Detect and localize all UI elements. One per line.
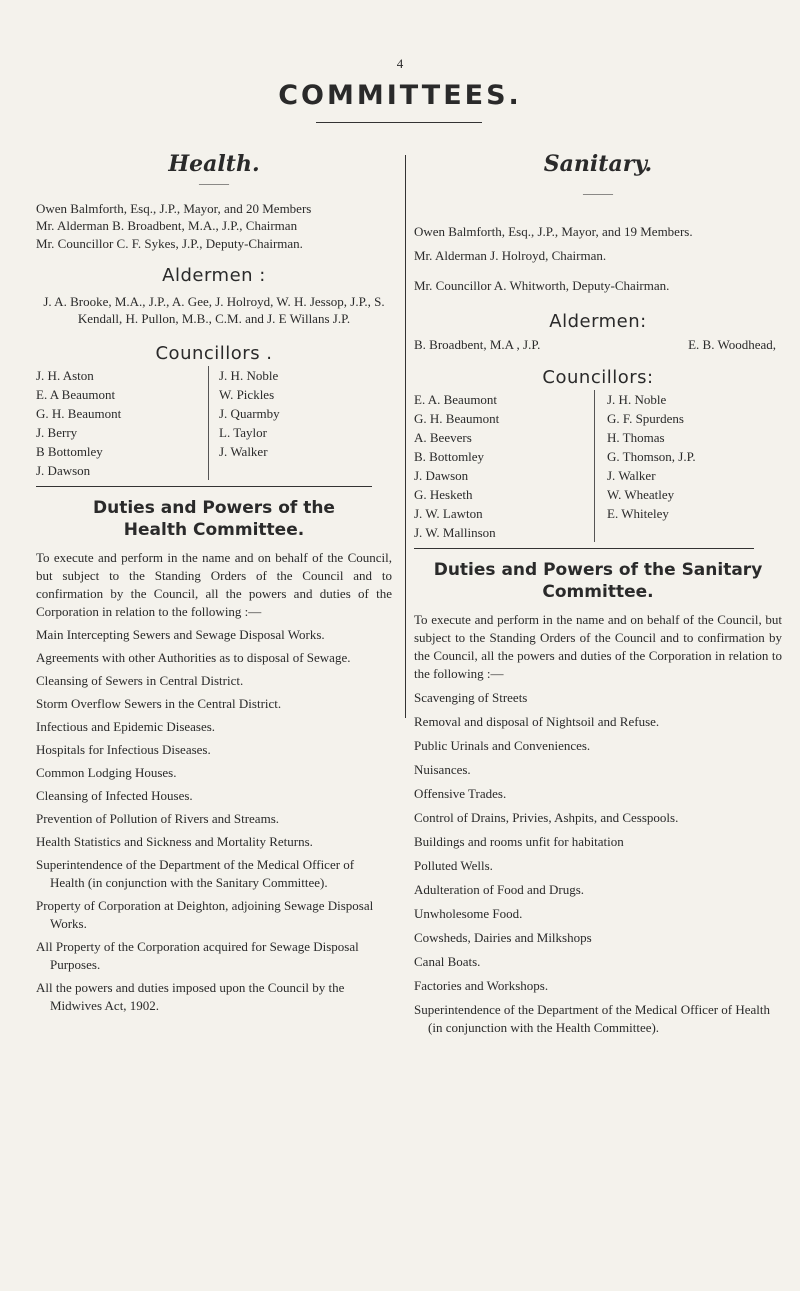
sanitary-councillors-list: [414, 390, 782, 542]
duty-item: Scavenging of Streets: [414, 690, 528, 706]
duty-item: Cowsheds, Dairies and Milkshops: [414, 930, 592, 946]
page-number: 4: [396, 56, 404, 71]
sanitary-intro-line: Mr. Councillor A. Whitworth, Deputy-Chairman.: [414, 277, 670, 293]
duty-item: All the powers and duties imposed upon the Council by the Midwives Act, 1902.: [36, 980, 345, 1014]
sanitary-aldermen-list: [414, 336, 782, 354]
health-heading: Health.: [168, 151, 260, 177]
sanitary-councillors-heading: Councillors:: [542, 366, 654, 388]
sanitary-heading: Sanitary.: [543, 151, 653, 177]
sanitary-column: [414, 150, 782, 1037]
health-intro-line: Mr. Alderman B. Broadbent, M.A., J.P., Chairman: [36, 218, 298, 234]
title-rule: [316, 122, 482, 123]
duty-item: Hospitals for Infectious Diseases.: [36, 742, 211, 758]
councillor-name: J. H. Aston: [36, 368, 94, 384]
councillor-name: A. Beevers: [414, 429, 472, 445]
health-duties-list: [36, 626, 392, 1015]
sanitary-aldermen-heading: Aldermen:: [549, 310, 647, 332]
councillor-name: H. Thomas: [607, 429, 665, 445]
councillor-name: J. Dawson: [414, 467, 469, 483]
councillor-name: G. F. Spurdens: [607, 410, 684, 426]
sanitary-duties-list: [414, 689, 782, 1037]
health-councillors-list: [36, 366, 392, 480]
councillor-name: W. Pickles: [219, 387, 275, 403]
duty-item: Cleansing of Sewers in Central District.: [36, 673, 244, 689]
duty-item: Property of Corporation at Deighton, adjoining Sewage Disposal Works.: [36, 898, 374, 932]
councillor-name: E. Whiteley: [607, 505, 669, 521]
councillor-name: J. Quarmby: [219, 406, 280, 422]
sanitary-duties-heading: Duties and Powers of the Sanitary Committee.: [433, 559, 763, 602]
health-aldermen-heading: Aldermen :: [162, 265, 266, 287]
duty-item: Removal and disposal of Nightsoil and Refuse.: [414, 714, 660, 730]
sanitary-rule: [414, 548, 754, 549]
councillor-name: J. Dawson: [36, 463, 91, 479]
councillor-name: J. W. Mallinson: [414, 524, 496, 540]
health-column: [36, 150, 392, 1015]
sanitary-intro-line: Owen Balmforth, Esq., J.P., Mayor, and 19 Members.: [414, 223, 693, 239]
councillor-name: G. Thomson, J.P.: [607, 448, 696, 464]
duty-item: Infectious and Epidemic Diseases.: [36, 719, 216, 735]
duty-item: Superintendence of the Department of the Medical Officer of Health (in conjunction with the Health Committee).: [414, 1002, 771, 1036]
councillor-name: J. W. Lawton: [414, 505, 483, 521]
page-title: COMMITTEES.: [278, 80, 522, 111]
duty-item: Adulteration of Food and Drugs.: [414, 882, 585, 898]
duty-item: Superintendence of the Department of the Medical Officer of Health (in conjunction with the Sanitary Committee).: [36, 857, 355, 891]
duty-item: Factories and Workshops.: [414, 978, 549, 994]
councillor-name: L. Taylor: [219, 425, 267, 441]
health-intro: [36, 200, 392, 253]
sanitary-alderman: E. B. Woodhead,: [688, 336, 776, 352]
sanitary-duties-intro: To execute and perform in the name and on behalf of the Council, but subject to the Standing Orders of the Council and to confirmation by the Council, all the powers and duties of the Corporation in relation to the following :—: [414, 612, 782, 682]
sanitary-intro: [414, 220, 782, 298]
duty-item: Unwholesome Food.: [414, 906, 523, 922]
councillor-name: J. Walker: [219, 444, 268, 460]
councillor-name: G. H. Beaumont: [414, 410, 500, 426]
health-duties-heading: Duties and Powers of the Health Committee.: [93, 498, 335, 541]
councillor-name: G. H. Beaumont: [36, 406, 122, 422]
councillor-name: W. Wheatley: [607, 486, 675, 502]
councillor-name: J. Berry: [36, 425, 78, 441]
councillor-name: J. Walker: [607, 467, 656, 483]
duty-item: Storm Overflow Sewers in the Central District.: [36, 696, 282, 712]
heading-dash: ———: [199, 178, 229, 190]
duty-item: Public Urinals and Conveniences.: [414, 738, 591, 754]
column-divider: [405, 155, 406, 718]
health-councillors-heading: Councillors .: [155, 342, 273, 364]
councillor-name: B. Bottomley: [414, 448, 485, 464]
duty-item: Common Lodging Houses.: [36, 765, 177, 781]
duty-item: Agreements with other Authorities as to disposal of Sewage.: [36, 650, 351, 666]
duty-item: Nuisances.: [414, 762, 471, 778]
duty-item: Offensive Trades.: [414, 786, 507, 802]
heading-dash: ———: [583, 188, 613, 200]
duty-item: Main Intercepting Sewers and Sewage Disposal Works.: [36, 627, 325, 643]
duty-item: Health Statistics and Sickness and Mortality Returns.: [36, 834, 313, 850]
sanitary-alderman: B. Broadbent, M.A , J.P.: [414, 336, 541, 352]
health-intro-line: Mr. Councillor C. F. Sykes, J.P., Deputy-Chairman.: [36, 235, 303, 251]
duty-item: Prevention of Pollution of Rivers and Streams.: [36, 811, 280, 827]
councillor-name: G. Hesketh: [414, 486, 473, 502]
sanitary-intro-line: Mr. Alderman J. Holroyd, Chairman.: [414, 247, 607, 263]
health-aldermen-list: J. A. Brooke, M.A., J.P., A. Gee, J. Holroyd, W. H. Jessop, J.P., S. Kendall, H. Pullon, M.B., C.M. and J. E Willans J.P.: [43, 293, 385, 327]
duty-item: Canal Boats.: [414, 954, 481, 970]
health-rule: [36, 486, 372, 487]
councillor-name: J. H. Noble: [607, 391, 667, 407]
health-intro-line: Owen Balmforth, Esq., J.P., Mayor, and 20 Members: [36, 200, 312, 216]
councillor-name: J. H. Noble: [219, 368, 279, 384]
councillor-name: E. A. Beaumont: [414, 391, 498, 407]
duty-item: Polluted Wells.: [414, 858, 493, 874]
health-duties-intro: To execute and perform in the name and on behalf of the Council, but subject to the Standing Orders of the Council and to confirmation by the Council, all the powers and duties of the Corporation in relation to the following :—: [36, 550, 392, 620]
councillor-name: B Bottomley: [36, 444, 103, 460]
duty-item: Cleansing of Infected Houses.: [36, 788, 193, 804]
councillor-name: E. A Beaumont: [36, 387, 116, 403]
duty-item: All Property of the Corporation acquired for Sewage Disposal Purposes.: [36, 939, 359, 973]
duty-item: Control of Drains, Privies, Ashpits, and Cesspools.: [414, 810, 679, 826]
duty-item: Buildings and rooms unfit for habitation: [414, 834, 624, 850]
